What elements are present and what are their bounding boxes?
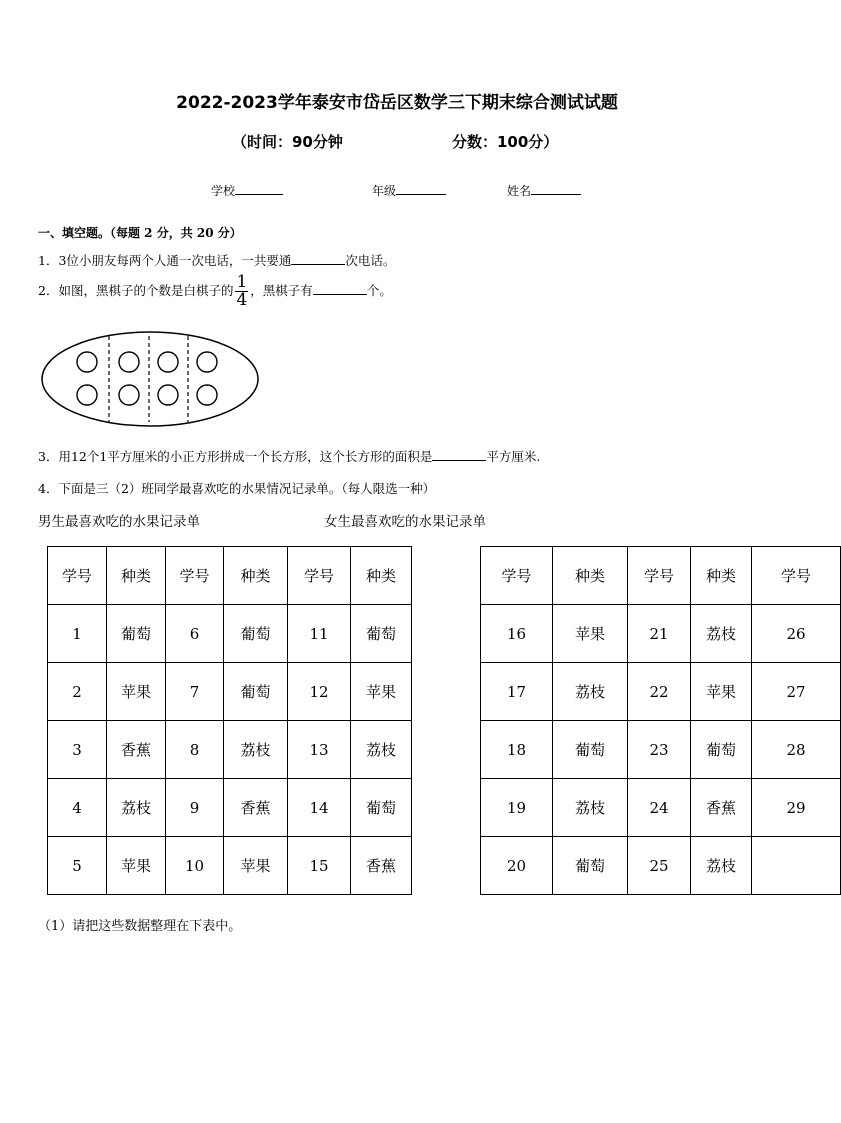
table-cell: 苹果: [553, 605, 628, 663]
header-cell: 种类: [351, 547, 412, 605]
table-cell: 26: [752, 605, 841, 663]
table-cell: 17: [481, 663, 553, 721]
q1-text: 1．3位小朋友每两个人通一次电话，一共要通: [38, 253, 292, 268]
table-cell: 6: [166, 605, 224, 663]
table-cell: 18: [481, 721, 553, 779]
q1-text-end: 次电话。: [345, 253, 396, 268]
q2-text-mid: ，黑棋子有: [250, 283, 313, 298]
table-cell: [752, 837, 841, 895]
table-cell: 苹果: [107, 663, 166, 721]
q3-text: 3．用12个1平方厘米的小正方形拼成一个长方形，这个长方形的面积是: [38, 449, 433, 464]
fraction-numerator: 1: [236, 272, 248, 292]
table-cell: 4: [48, 779, 107, 837]
ellipse-outline: [42, 332, 258, 426]
q2-blank: [313, 282, 367, 295]
girls-record-table: [480, 546, 841, 895]
table-cell: 葡萄: [691, 721, 752, 779]
time-label: （时间：90分钟: [232, 133, 343, 151]
chess-piece: [197, 385, 217, 405]
table-cell: 葡萄: [351, 779, 412, 837]
table-cell: 5: [48, 837, 107, 895]
table-cell: 14: [288, 779, 351, 837]
question-2: [38, 274, 392, 309]
fraction-denominator: 4: [236, 290, 248, 310]
table-cell: 荔枝: [351, 721, 412, 779]
question-3: [38, 447, 540, 465]
grade-blank: [396, 182, 446, 195]
table-cell: 苹果: [351, 663, 412, 721]
table-cell: 11: [288, 605, 351, 663]
table-header-row: [481, 547, 841, 605]
header-cell: 种类: [107, 547, 166, 605]
table-cell: 21: [628, 605, 691, 663]
table-cell: 香蕉: [351, 837, 412, 895]
table-cell: 28: [752, 721, 841, 779]
name-field: [507, 182, 581, 199]
table-cell: 7: [166, 663, 224, 721]
table-cell: 9: [166, 779, 224, 837]
table-row: [481, 721, 841, 779]
table-cell: 荔枝: [553, 663, 628, 721]
school-label: 学校: [211, 184, 236, 198]
table-row: [481, 663, 841, 721]
header-cell: 学号: [288, 547, 351, 605]
school-blank: [235, 182, 283, 195]
table-row: [48, 779, 412, 837]
grade-label: 年级: [372, 184, 397, 198]
table-row: [481, 605, 841, 663]
school-field: [211, 182, 283, 199]
header-cell: 种类: [553, 547, 628, 605]
table-cell: 13: [288, 721, 351, 779]
table-cell: 葡萄: [351, 605, 412, 663]
fraction: [235, 274, 248, 309]
q2-text-end: 个。: [366, 283, 392, 298]
score-label: 分数：100分）: [452, 133, 559, 151]
boys-record-table: [47, 546, 412, 895]
header-cell: 学号: [48, 547, 107, 605]
table-cell: 10: [166, 837, 224, 895]
table-row: [48, 605, 412, 663]
table-cell: 3: [48, 721, 107, 779]
table-cell: 29: [752, 779, 841, 837]
header-cell: 种类: [224, 547, 288, 605]
table-cell: 葡萄: [553, 721, 628, 779]
table-row: [481, 837, 841, 895]
question-4: 4．下面是三（2）班同学最喜欢吃的水果情况记录单。（每人限选一种）: [38, 481, 436, 496]
girls-table-label: 女生最喜欢吃的水果记录单: [324, 514, 486, 530]
table-cell: 27: [752, 663, 841, 721]
grade-field: [372, 182, 446, 199]
table-cell: 葡萄: [224, 663, 288, 721]
table-cell: 19: [481, 779, 553, 837]
table-cell: 1: [48, 605, 107, 663]
table-cell: 葡萄: [107, 605, 166, 663]
table-cell: 荔枝: [224, 721, 288, 779]
name-label: 姓名: [507, 184, 532, 198]
table-cell: 2: [48, 663, 107, 721]
chess-piece: [77, 385, 97, 405]
chess-pieces-figure: [40, 329, 262, 431]
table-row: [481, 779, 841, 837]
table-cell: 香蕉: [224, 779, 288, 837]
question-1: [38, 251, 395, 269]
table-cell: 香蕉: [691, 779, 752, 837]
table-cell: 葡萄: [553, 837, 628, 895]
table-cell: 22: [628, 663, 691, 721]
name-blank: [531, 182, 581, 195]
table-row: [48, 663, 412, 721]
paper-title: 2022-2023学年泰安市岱岳区数学三下期末综合测试试题: [176, 93, 618, 113]
header-cell: 学号: [628, 547, 691, 605]
section-heading: 一、填空题。（每题 2 分，共 20 分）: [38, 226, 242, 240]
table-cell: 12: [288, 663, 351, 721]
table-cell: 24: [628, 779, 691, 837]
header-cell: 学号: [481, 547, 553, 605]
table-cell: 荔枝: [691, 605, 752, 663]
table-cell: 25: [628, 837, 691, 895]
chess-piece: [158, 385, 178, 405]
header-cell: 学号: [752, 547, 841, 605]
table-header-row: [48, 547, 412, 605]
header-cell: 学号: [166, 547, 224, 605]
q1-blank: [291, 252, 345, 265]
table-row: [48, 837, 412, 895]
table-cell: 香蕉: [107, 721, 166, 779]
chess-piece: [119, 385, 139, 405]
sub-question-1: （1）请把这些数据整理在下表中。: [38, 919, 242, 934]
boys-table-label: 男生最喜欢吃的水果记录单: [38, 514, 200, 530]
chess-piece: [119, 352, 139, 372]
header-cell: 种类: [691, 547, 752, 605]
table-cell: 荔枝: [107, 779, 166, 837]
chess-piece: [158, 352, 178, 372]
table-cell: 15: [288, 837, 351, 895]
girls-table-viewport: [480, 546, 811, 896]
table-cell: 荔枝: [691, 837, 752, 895]
q2-text: 2．如图，黑棋子的个数是白棋子的: [38, 283, 234, 298]
table-row: [48, 721, 412, 779]
table-cell: 葡萄: [224, 605, 288, 663]
chess-piece: [197, 352, 217, 372]
chess-piece: [77, 352, 97, 372]
table-cell: 16: [481, 605, 553, 663]
q3-blank: [432, 448, 486, 461]
q3-text-end: 平方厘米.: [486, 449, 541, 464]
table-cell: 苹果: [691, 663, 752, 721]
table-cell: 苹果: [107, 837, 166, 895]
table-cell: 8: [166, 721, 224, 779]
table-cell: 荔枝: [553, 779, 628, 837]
table-cell: 苹果: [224, 837, 288, 895]
table-cell: 20: [481, 837, 553, 895]
table-cell: 23: [628, 721, 691, 779]
